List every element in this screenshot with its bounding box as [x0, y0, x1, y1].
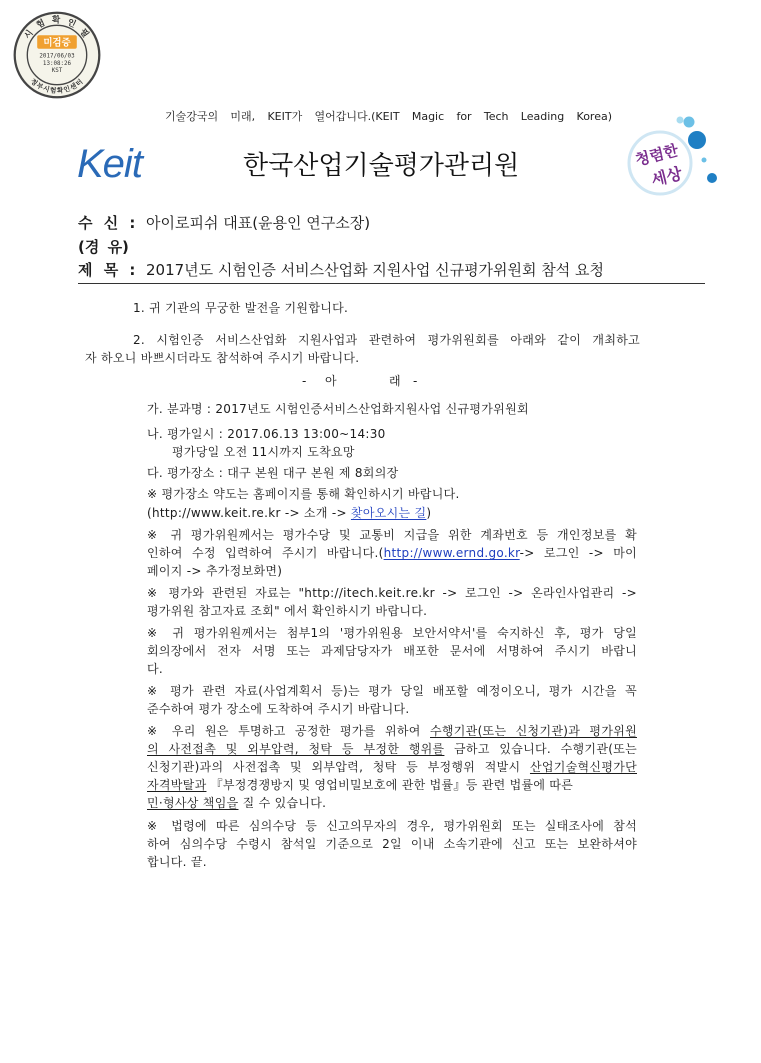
note-fairness	[147, 758, 637, 776]
line-text: 다.	[147, 662, 164, 676]
stamp-status-text: 미검증	[43, 37, 71, 49]
stamp-timezone: KST	[51, 68, 63, 75]
note-punctuality	[147, 700, 410, 718]
line-text: 나. 평가일시 : 2017.06.13 13:00~14:30	[147, 427, 386, 441]
line-text: ※ 법령에 따른 심의수당 등 신고의무자의 경우, 평가위원회 또는 실태조사에 참석	[147, 819, 637, 833]
paragraph-2-line: 자 하오니 바쁘시더라도 참석하여 주시기 바랍니다.	[85, 351, 360, 365]
integrity-logo-line1: 청렴한	[633, 141, 681, 170]
underlined-text: 산업기술혁신평가단	[529, 760, 637, 774]
note-bank-info	[147, 562, 282, 580]
note-map	[147, 485, 460, 503]
recipient-value: 아이로피쉬 대표(윤용인 연구소장)	[146, 214, 371, 232]
note-security-pledge	[147, 642, 637, 660]
line-text: 질 수 있습니다.	[238, 796, 327, 810]
line-text: 금하고 있습니다. 수행기관(또는	[444, 742, 637, 756]
note-reporting	[147, 835, 637, 853]
note-security-pledge	[147, 660, 163, 678]
note-fairness	[147, 794, 326, 812]
line-text: 준수하여 평가 장소에 도착하여 주시기 바랍니다.	[147, 702, 410, 716]
line-text: (http://www.keit.re.kr -> 소개 ->	[147, 506, 351, 520]
logo-dot	[684, 117, 695, 128]
integrity-logo-line2: 세상	[649, 163, 684, 190]
line-text: 합니다. 끝.	[147, 855, 207, 869]
logo-dot	[702, 158, 707, 163]
notice-heading-dash: -	[302, 374, 307, 388]
line-text: ※ 평가와 관련된 자료는 "http://itech.keit.re.kr -> 로그인 -> 온라인사업관리 ->	[147, 586, 637, 600]
line-text: 하여 심의수당 수령시 참석일 기준으로 2일 이내 소속기관에 신고 또는 보완하셔야	[147, 837, 637, 851]
underlined-text: 의 사전접촉 및 외부압력, 청탁 등 부정한 행위를	[147, 742, 445, 756]
recipient-label: 수 신 :	[78, 214, 136, 232]
via-row	[78, 236, 129, 258]
notice-heading-word: 래	[389, 374, 401, 388]
integrity-logo	[622, 112, 722, 207]
item-arrival-note	[172, 443, 355, 461]
note-punctuality	[147, 682, 637, 700]
line-text: 『부정경쟁방지 및 영업비밀보호에 관한 법률』등 관련 법률에 따른	[206, 778, 574, 792]
line-text: ※ 우리 원은 투명하고 공정한 평가를 위하여	[147, 724, 430, 738]
stamp-top-text: 시 험 확 인 필	[22, 15, 92, 42]
notice-heading-word: 아	[325, 374, 337, 388]
underlined-text: 수행기관(또는 신청기관)과 평가위원	[430, 724, 637, 738]
logo-dot	[677, 117, 684, 124]
item-venue	[147, 464, 398, 482]
directions-link[interactable]: 찾아오시는 길	[350, 506, 427, 520]
note-reporting-end	[147, 853, 207, 871]
note-fairness	[147, 722, 637, 740]
line-text: ※ 평가 관련 자료(사업계획서 등)는 평가 당일 배포할 예정이오니, 평가 시간을 꼭	[147, 684, 637, 698]
note-map-path	[147, 504, 431, 522]
note-materials	[147, 584, 637, 602]
line-text: 인하여 수정 입력하여 주시기 바랍니다.(	[147, 546, 384, 560]
note-bank-info	[147, 526, 637, 544]
line-text: 페이지 -> 추가정보화면)	[147, 564, 283, 578]
ernd-link[interactable]: http://www.ernd.go.kr	[383, 546, 520, 560]
note-reporting	[147, 817, 637, 835]
note-fairness	[147, 740, 637, 758]
item-schedule	[147, 425, 386, 443]
stamp-time: 13:08:26	[42, 60, 72, 67]
paragraph-1: 1. 귀 기관의 무궁한 발전을 기원합니다.	[133, 301, 349, 315]
subject-value: 2017년도 시험인증 서비스산업화 지원사업 신규평가위원회 참석 요청	[146, 261, 605, 279]
stamp-date: 2017/06/03	[39, 53, 75, 60]
logo-dot	[707, 173, 717, 183]
verification-stamp	[12, 10, 102, 100]
line-text: 다. 평가장소 : 대구 본원 대구 본원 제 8회의장	[147, 466, 399, 480]
underlined-text: 자격박탈과	[147, 778, 207, 792]
underlined-text: 민·형사상 책임을	[147, 796, 239, 810]
item-division	[147, 400, 529, 418]
note-bank-info	[147, 544, 637, 562]
line-text: ※ 귀 평가위원께서는 첨부1의 '평가위원용 보안서약서'를 숙지하신 후, 평가 당일	[147, 626, 637, 640]
line-text: -> 로그인 -> 마이	[519, 546, 638, 560]
stamp-bottom-text: 정부시험확인센터	[28, 77, 86, 95]
paragraph-2-line: 2. 시험인증 서비스산업화 지원사업과 관련하여 평가위원회를 아래와 같이 개최하고	[133, 333, 640, 347]
recipient-row	[78, 212, 370, 234]
line-text: )	[426, 506, 432, 520]
subject-row	[78, 259, 604, 281]
note-security-pledge	[147, 624, 637, 642]
line-text: ※ 귀 평가위원께서는 평가수당 및 교통비 지급을 위한 계좌번호 등 개인정보를 확	[147, 528, 637, 542]
line-text: 회의장에서 전자 서명 또는 과제담당자가 배포한 문서에 서명하여 주시기 바랍니	[147, 644, 637, 658]
organization-name: 한국산업기술평가관리원	[243, 151, 520, 181]
line-text: 신청기관)과의 사전접촉 및 외부압력, 청탁 등 부정행위 적발시	[147, 760, 530, 774]
line-text: 평가위원 참고자료 조회" 에서 확인하시기 바랍니다.	[147, 604, 428, 618]
keit-logo: Keit	[77, 142, 142, 186]
line-text: ※ 평가장소 약도는 홈페이지를 통해 확인하시기 바랍니다.	[147, 487, 460, 501]
note-fairness	[147, 776, 573, 794]
header-divider	[78, 283, 705, 284]
via-label: (경 유)	[78, 238, 129, 256]
line-text: 평가당일 오전 11시까지 도착요망	[172, 445, 355, 459]
notice-heading-dash: -	[413, 374, 418, 388]
slogan: 기술강국의 미래, KEIT가 열어갑니다.(KEIT Magic for Tech Leading Korea)	[165, 110, 612, 123]
line-text: 가. 분과명 : 2017년도 시험인증서비스산업화지원사업 신규평가위원회	[147, 402, 529, 416]
note-materials	[147, 602, 427, 620]
logo-dot	[688, 131, 706, 149]
subject-label: 제 목 :	[78, 261, 136, 279]
